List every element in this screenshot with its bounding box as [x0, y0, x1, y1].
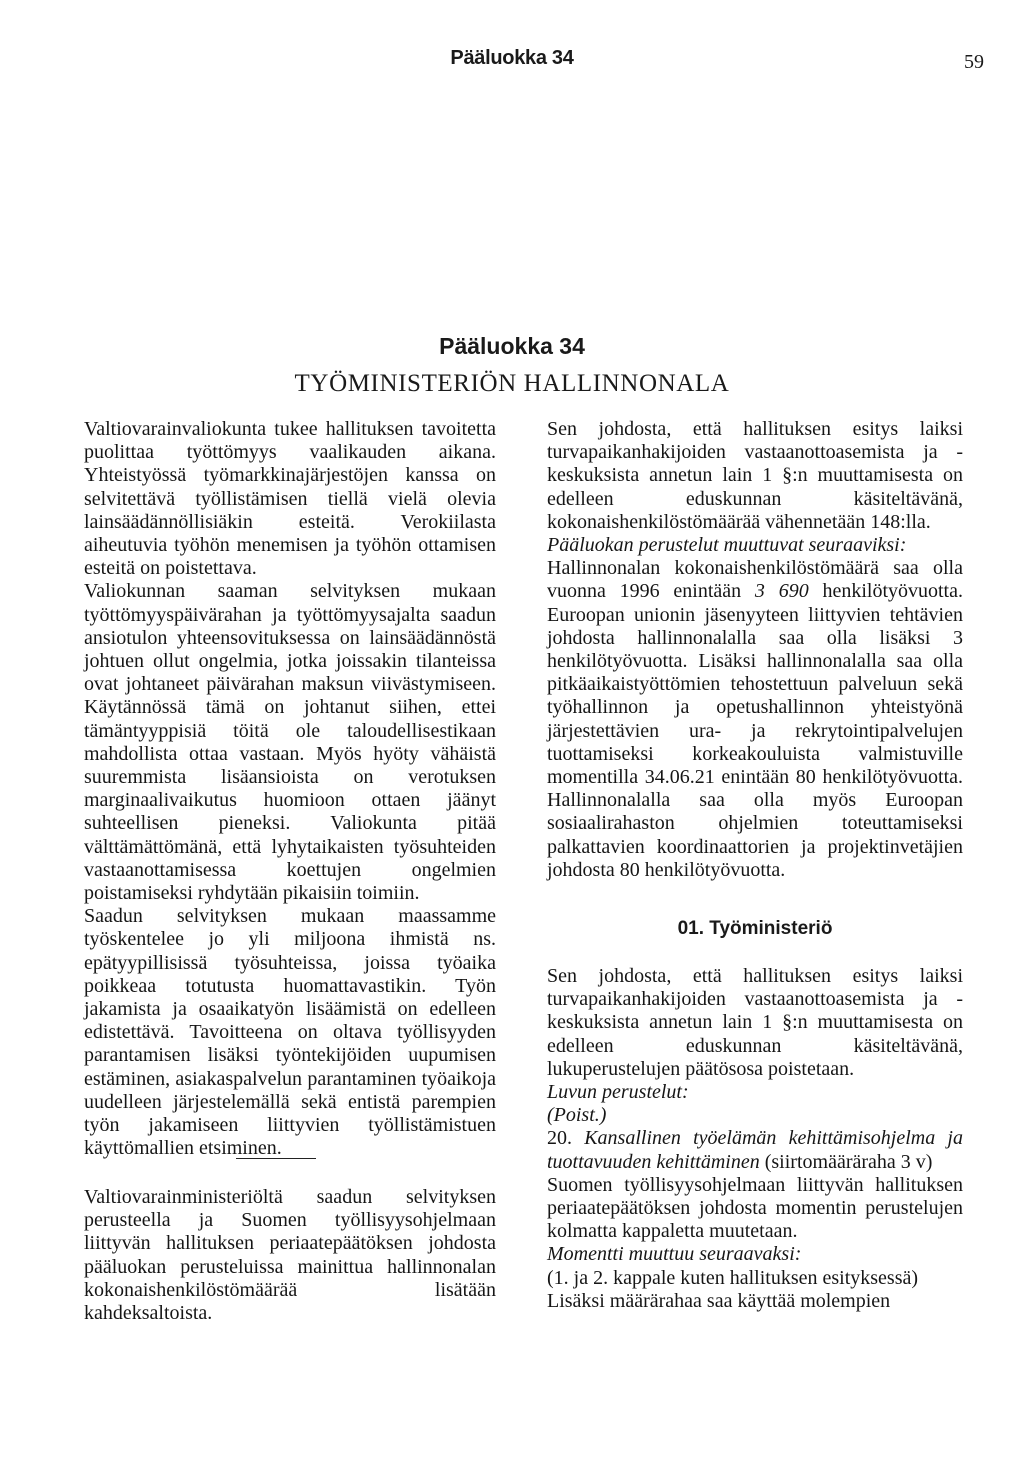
right-italic-2: Luvun perustelut:: [547, 1081, 689, 1104]
right-column-top: [547, 418, 963, 882]
left-column-bottom: [84, 1186, 496, 1325]
right-italic-1: Pääluokan perustelut muuttuvat seuraaviksi:: [547, 534, 907, 557]
item-20-rest: (siirtomääräraha 3 v): [759, 1150, 933, 1173]
right-poist: (Poist.): [547, 1104, 607, 1127]
right-item-20: [547, 1127, 963, 1173]
right-paragraph-5: (1. ja 2. kappale kuten hallituksen esityksessä): [547, 1266, 919, 1289]
page-number: 59: [964, 51, 984, 73]
right-italic-3: Momentti muuttuu seuraavaksi:: [547, 1243, 802, 1266]
right-paragraph-2b: henkilötyövuotta. Euroopan unionin jäsenyyteen liittyvien tehtävien johdosta hallinnonalalla saa olla lisäksi 3 henkilötyövuotta. Lisäksi hallinnonalalla saa olla pitkäaikaistyöttömien tehostettuun palveluun sekä työhallinnon ja opetushallinnon yhteistyönä järjestettävien ura- ja rekrytointipalvelujen tuottamiseksi korkeakouluista valmistuville momentilla 34.06.21 enintään 80 henkilötyövuotta. Hallinnonalalla saa olla myös Euroopan sosiaalirahaston ohjelmien toteuttamiseksi palkattavien koordinaattorien ja projektinvetäjien johdosta 80 henkilötyövuotta.: [547, 580, 963, 881]
left-paragraph-4: Valtiovarainministeriöltä saadun selvityksen perusteella ja Suomen työllisyysohjelmaan liittyvän hallituksen periaatepäätöksen johdosta pääluokan perusteluissa mainittua hallinnonalan kokonaishenkilöstömäärää lisätään kahdeksaltoista.: [84, 1186, 496, 1325]
left-paragraph-2: Valiokunnan saaman selvityksen mukaan työttömyyspäivärahan ja työttömyysajalta saadun ansiotulon yhteensovituksessa on lainsäädännöstä johtuen ollut ongelmia, jotka joissakin tilanteissa ovat johtaneet päivärahan maksun viivästymiseen. Käytännössä tämä on johtanut siihen, ettei tämäntyyppisiä töitä ole taloudellisestikaan mahdollista ottaa vastaan. Myös hyöty vähäistä suuremmista lisäansioista on verotuksen marginaalivaikutus huomioon ottaen jäänyt suhteellisen pieneksi. Valiokunta pitää välttämättömänä, että lyhytaikaisten työsuhteiden vastaanottamisessa koettujen ongelmien poistamiseksi ryhdytään pikaisiin toimiin.: [84, 580, 496, 905]
right-paragraph-4: Suomen työllisyysohjelmaan liittyvän hallituksen periaatepäätöksen johdosta momentin perustelujen kolmatta kappaletta muutetaan.: [547, 1173, 963, 1243]
right-paragraph-2: [547, 557, 963, 882]
item-20-number: 20.: [547, 1127, 585, 1150]
right-paragraph-2a: Hallinnonalan kokonaishenkilöstömäärä saa olla vuonna 1996 enintään: [547, 557, 963, 603]
right-paragraph-3: Sen johdosta, että hallituksen esitys laiksi turvapaikanhakijoiden vastaanottoasemista ja -keskuksista annetun lain 1 §:n muuttamisesta on edelleen eduskunnan käsiteltävänä, lukuperustelujen päätösosa poistetaan.: [547, 965, 963, 1080]
left-paragraph-3: Saadun selvityksen mukaan maassamme työskentelee jo yli miljoona ihmistä ns. epätyypillisissä työsuhteissa, joissa työaika poikkeaa totutusta huomattavastikin. Työn jakamista ja osaaikatyön lisäämistä on edelleen edistettävä. Tavoitteena on oltava työllisyyden parantamisen lisäksi työntekijöiden uupumisen estäminen, asiakaspalvelun parantaminen työaikoja uudelleen järjestelemällä sekä entistä parempien työn jakamiseen liittyvien työllistämistuen käyttömallien etsiminen.: [84, 905, 496, 1160]
left-column: [84, 418, 496, 1161]
right-paragraph-2-italic: 3 690: [754, 580, 809, 603]
right-paragraph-6: Lisäksi määrärahaa saa käyttää molempien: [547, 1289, 891, 1312]
left-paragraph-1: Valtiovarainvaliokunta tukee hallituksen tavoitetta puolittaa työttömyys vaalikauden aikana. Yhteistyössä työmarkkinajärjestöjen kanssa on selvitettävä työllistämisen tiellä vielä olevia lainsäädännöllisiäkin esteitä. Verokiilasta aiheutuvia työhön menemisen ja työhön ottamisen esteitä on poistettava.: [84, 418, 496, 580]
main-heading: Pääluokka 34: [439, 333, 585, 359]
running-header-title: Pääluokka 34: [450, 47, 574, 69]
item-20-title: Kansallinen työelämän kehittämisohjelma ja tuottavuuden kehittäminen: [547, 1127, 963, 1173]
separator-line: [236, 1158, 316, 1159]
main-subheading: TYÖMINISTERIÖN HALLINNONALA: [294, 370, 730, 397]
section-heading: 01. Työministeriö: [677, 918, 833, 939]
right-paragraph-1: Sen johdosta, että hallituksen esitys laiksi turvapaikanhakijoiden vastaanottoasemista ja -keskuksista annetun lain 1 §:n muuttamisesta on edelleen eduskunnan käsiteltävänä, kokonaishenkilöstömäärää vähennetään 148:lla.: [547, 418, 963, 533]
right-column-bottom: [547, 965, 963, 1313]
